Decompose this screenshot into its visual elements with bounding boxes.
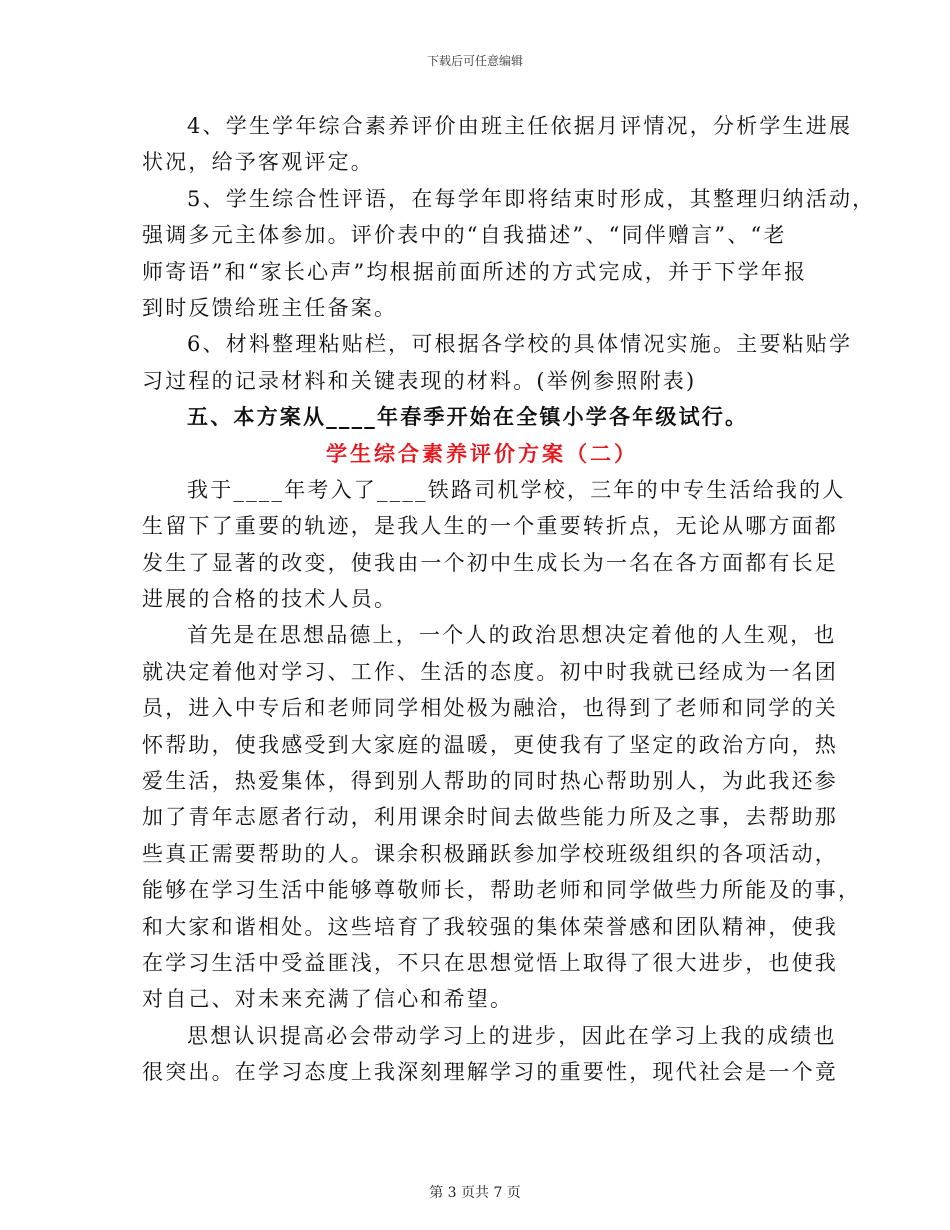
text-line: 到时反馈给班主任备案。 — [142, 295, 398, 320]
section-heading-line: 五、本方案从____年春季开始在全镇小学各年级试行。 — [187, 405, 749, 430]
text-line: 6、材料整理粘贴栏，可根据各学校的具体情况实施。主要粘贴学 — [187, 332, 853, 357]
text-line: 习过程的记录材料和关键表现的材料。(举例参照附表) — [142, 368, 697, 393]
text-line: 些真正需要帮助的人。课余积极踊跃参加学校班级组织的各项活动， — [142, 841, 838, 866]
text-line: 思想认识提高必会带动学习上的进步，因此在学习上我的成绩也 — [187, 1023, 837, 1048]
text-line: 师寄语”和“家长心声”均根据前面所述的方式完成，并于下学年报 — [142, 259, 808, 284]
text-line: 状况，给予客观评定。 — [142, 150, 374, 175]
document-body — [142, 108, 876, 1091]
text-line: 和大家和谐相处。这些培育了我较强的集体荣誉感和团队精神，使我 — [142, 914, 838, 939]
section-title: 学生综合素养评价方案（二） — [326, 441, 638, 466]
text-line: 怀帮助，使我感受到大家庭的温暖，更使我有了坚定的政治方向，热 — [142, 732, 838, 757]
text-line: 就决定着他对学习、工作、生活的态度。初中时我就已经成为一名团 — [142, 659, 838, 684]
text-line: 5、学生综合性评语，在每学年即将结束时形成，其整理归纳活动， — [187, 186, 876, 211]
text-line: 很突出。在学习态度上我深刻理解学习的重要性，现代社会是一个竟 — [142, 1060, 838, 1085]
text-line: 爱生活，热爱集体，得到别人帮助的同时热心帮助别人，为此我还参 — [142, 769, 838, 794]
text-line: 我于____年考入了____铁路司机学校，三年的中专生活给我的人 — [187, 477, 846, 502]
text-line: 强调多元主体参加。评价表中的“自我描述”、“同伴赠言”、“老 — [142, 223, 787, 248]
text-line: 发生了显著的改变，使我由一个初中生成长为一名在各方面都有长足 — [142, 550, 838, 575]
page-header: 下载后可任意编辑 — [426, 54, 523, 68]
text-line: 首先是在思想品德上，一个人的政治思想决定着他的人生观，也 — [187, 623, 837, 648]
text-line: 在学习生活中受益匪浅，不只在思想觉悟上取得了很大进步，也使我 — [142, 950, 838, 975]
text-line: 4、学生学年综合素养评价由班主任依据月评情况，分析学生进展 — [187, 114, 853, 138]
text-line: 对自己、对未来充满了信心和希望。 — [142, 987, 514, 1012]
text-line: 加了青年志愿者行动，利用课余时间去做些能力所及之事，去帮助那 — [142, 805, 838, 830]
text-line: 员，进入中专后和老师同学相处极为融洽，也得到了老师和同学的关 — [142, 696, 838, 721]
text-line: 能够在学习生活中能够尊敬师长，帮助老师和同学做些力所能及的事， — [142, 878, 862, 903]
text-line: 生留下了重要的轨迹，是我人生的一个重要转折点，无论从哪方面都 — [142, 514, 838, 539]
page-number: 第 3 页共 7 页 — [429, 1185, 521, 1201]
text-line: 进展的合格的技术人员。 — [142, 587, 398, 612]
